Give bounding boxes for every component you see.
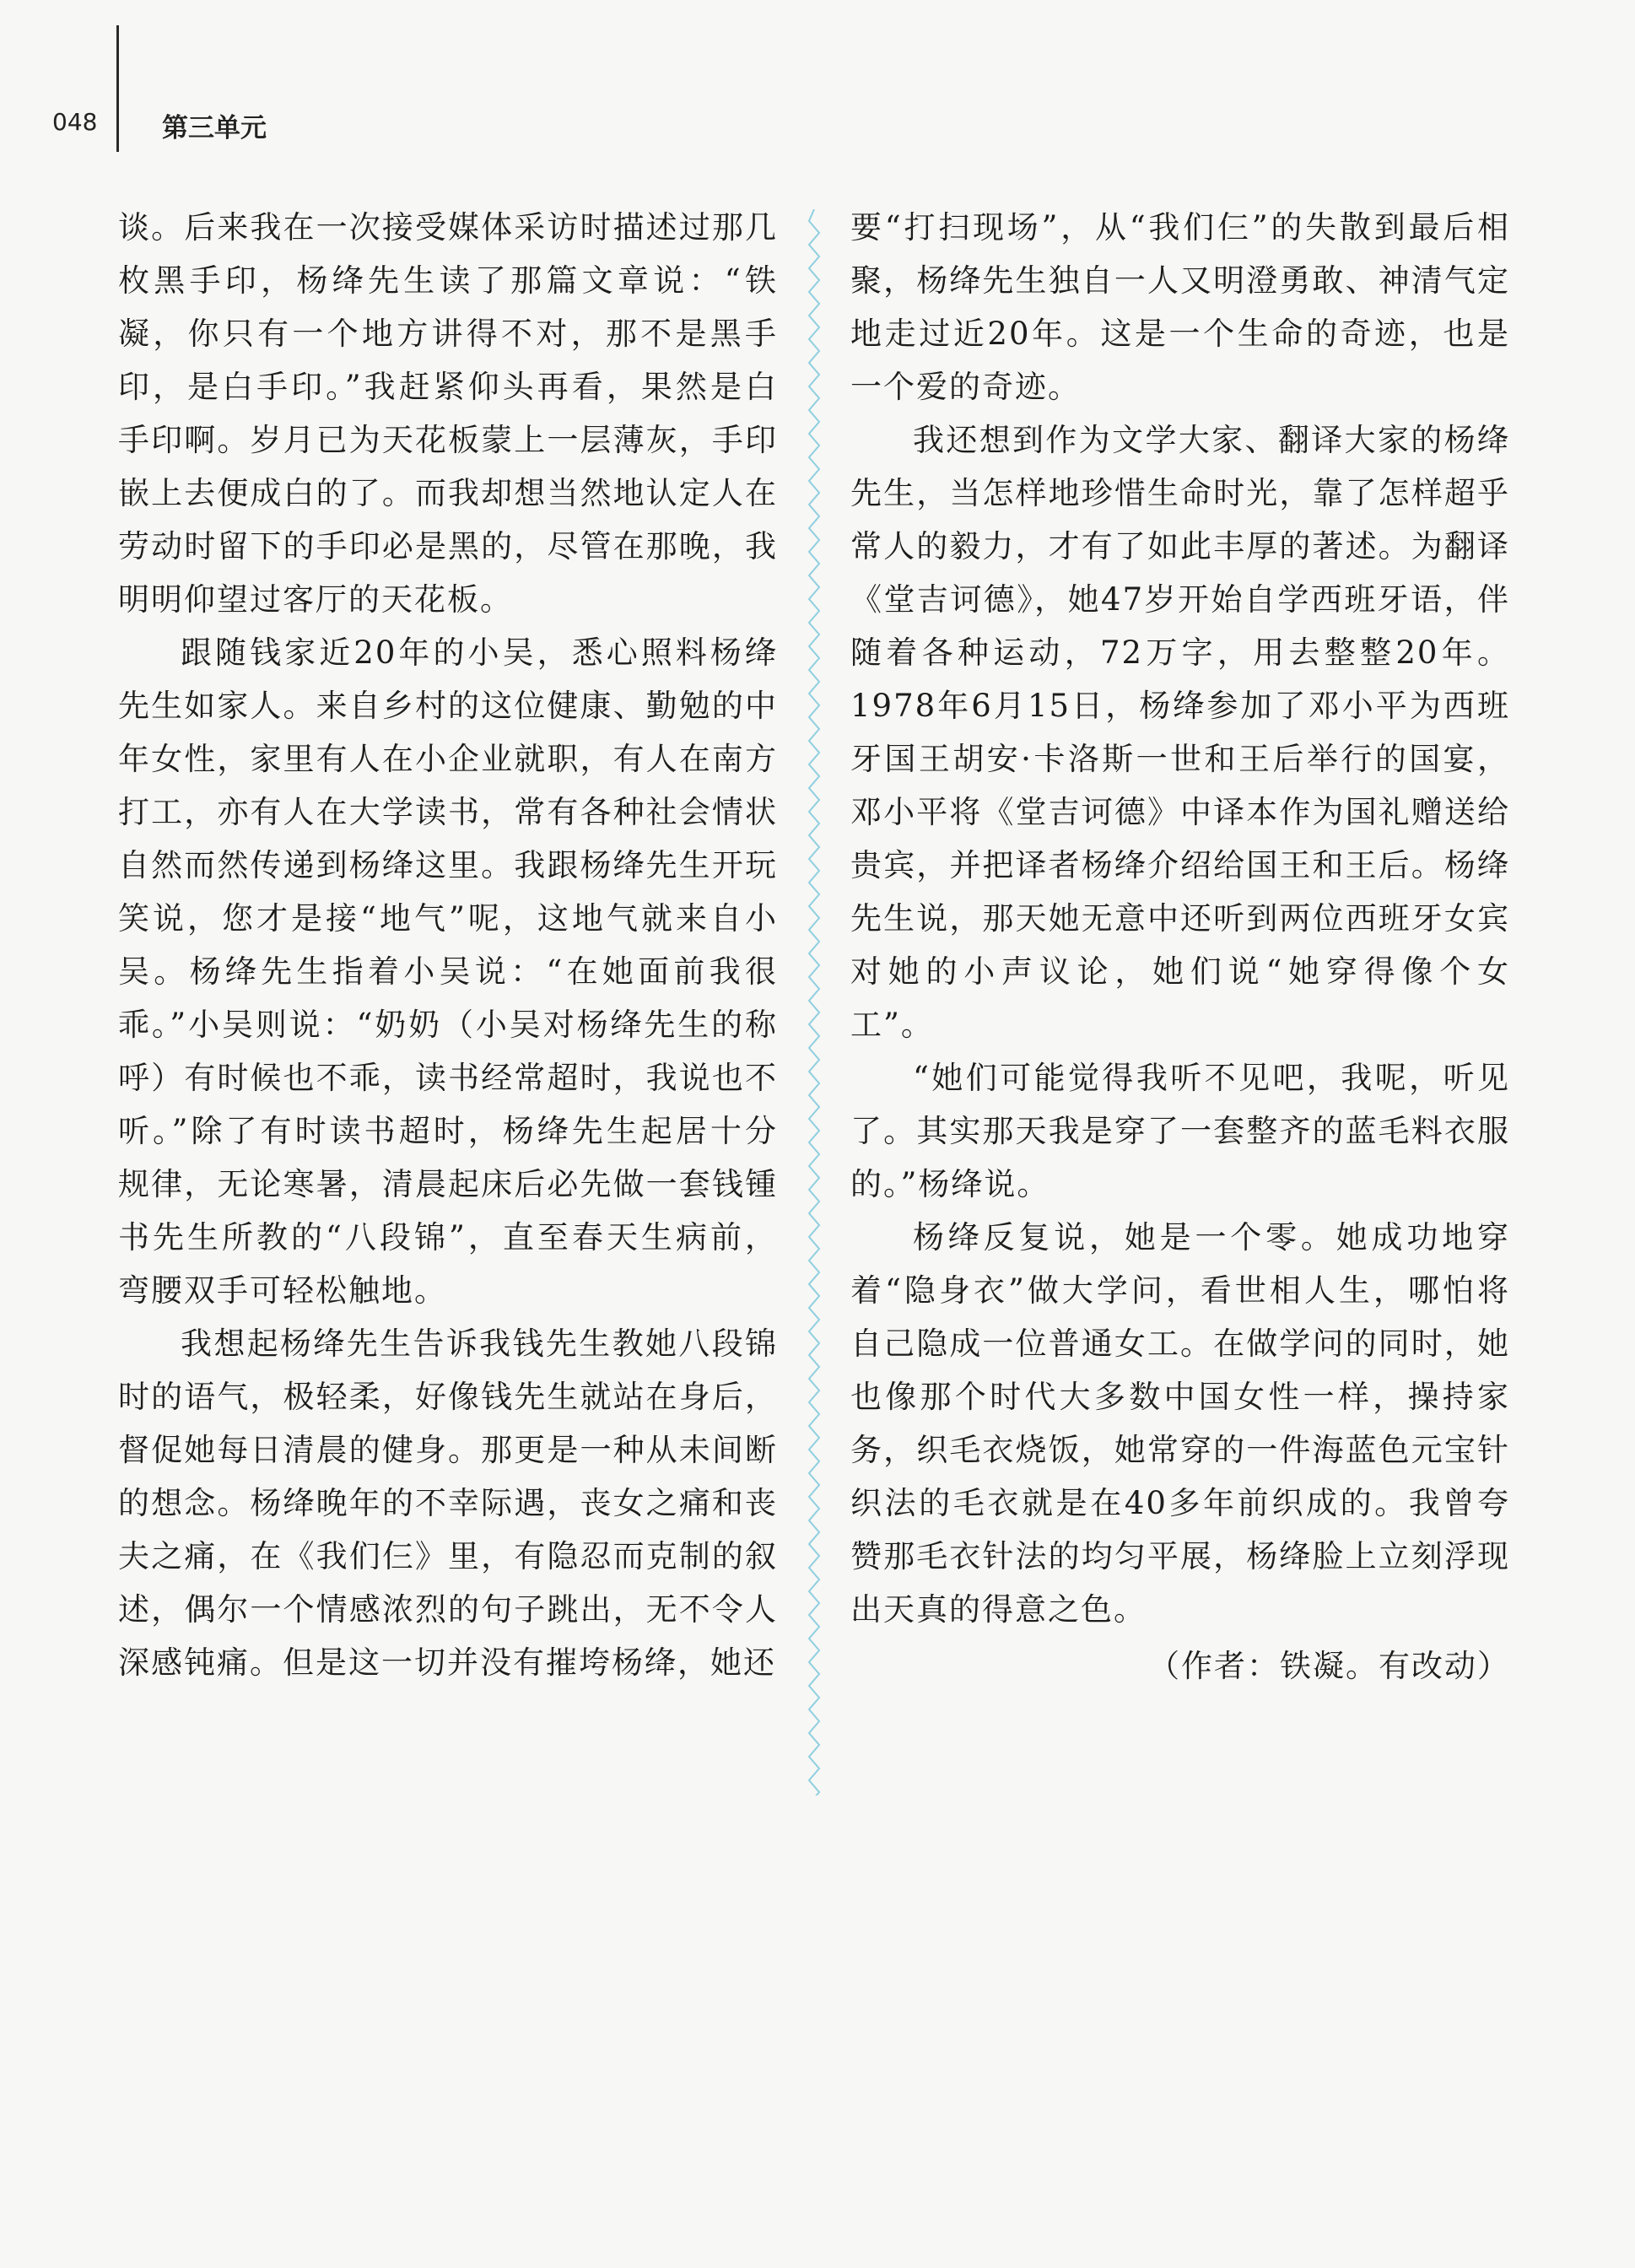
paragraph-left-3: 我想起杨绛先生告诉我钱先生教她八段锦时的语气，极轻柔，好像钱先生就站在身后，督促她每日清晨的健身。那更是一种从未间断的想念。杨绛晚年的不幸际遇，丧女之痛和丧夫之痛，在《我们仨》里，有隐忍而克制的叙述，偶尔一个情感浓烈的句子跳出，无不令人深感钝痛。但是这一切并没有摧垮杨绛，她还 — [118, 1326, 778, 1681]
paragraph-right-1: 要“打扫现场”，从“我们仨”的失散到最后相聚，杨绛先生独自一人又明澄勇敢、神清气定地走过近20年。这是一个生命的奇迹，也是一个爱的奇迹。 — [850, 209, 1510, 405]
paragraph-left-1: 谈。后来我在一次接受媒体采访时描述过那几枚黑手印，杨绛先生读了那篇文章说：“铁凝，你只有一个地方讲得不对，那不是黑手印，是白手印。”我赶紧仰头再看，果然是白手印啊。岁月已为天花板蒙上一层薄灰，手印嵌上去便成白的了。而我却想当然地认定人在劳动时留下的手印必是黑的，尽管在那晚，我明明仰望过客厅的天花板。 — [118, 209, 778, 618]
unit-title: 第三单元 — [162, 113, 267, 143]
paragraph-right-2: 我还想到作为文学大家、翻译大家的杨绛先生，当怎样地珍惜生命时光，靠了怎样超乎常人的毅力，才有了如此丰厚的著述。为翻译《堂吉诃德》，她47岁开始自学西班牙语，伴随着各种运动，72万字，用去整整20年。1978年6月15日，杨绛参加了邓小平为西班牙国王胡安·卡洛斯一世和王后举行的国宴，邓小平将《堂吉诃德》中译本作为国礼赠送给贵宾，并把译者杨绛介绍给国王和王后。杨绛先生说，那天她无意中还听到两位西班牙女宾对她的小声议论，她们说“她穿得像个女工”。 — [850, 422, 1510, 1043]
paragraph-left-2: 跟随钱家近20年的小吴，悉心照料杨绛先生如家人。来自乡村的这位健康、勤勉的中年女性，家里有人在小企业就职，有人在南方打工，亦有人在大学读书，常有各种社会情状自然而然传递到杨绛这里。我跟杨绛先生开玩笑说，您才是接“地气”呢，这地气就来自小吴。杨绛先生指着小吴说：“在她面前我很乖。”小吴则说：“奶奶（小吴对杨绛先生的称呼）有时候也不乖，读书经常超时，我说也不听。”除了有时读书超时，杨绛先生起居十分规律，无论寒暑，清晨起床后必先做一套钱锺书先生所教的“八段锦”，直至春天生病前，弯腰双手可轻松触地。 — [118, 634, 778, 1309]
left-column — [118, 201, 778, 1689]
paragraph-right-4: 杨绛反复说，她是一个零。她成功地穿着“隐身衣”做大学问，看世相人生，哪怕将自己隐成一位普通女工。在做学问的同时，她也像那个时代大多数中国女性一样，操持家务，织毛衣烧饭，她常穿的一件海蓝色元宝针织法的毛衣就是在40多年前织成的。我曾夸赞那毛衣针法的均匀平展，杨绛脸上立刻浮现出天真的得意之色。 — [850, 1219, 1510, 1628]
header-rule — [116, 25, 119, 152]
column-divider — [807, 209, 822, 1796]
author-byline: （作者：铁凝。有改动） — [1148, 1648, 1510, 1684]
right-column — [850, 201, 1510, 1693]
paragraph-right-3: “她们可能觉得我听不见吧，我呢，听见了。其实那天我是穿了一套整齐的蓝毛料衣服的。”杨绛说。 — [850, 1060, 1510, 1202]
page-number: 048 — [52, 108, 98, 136]
